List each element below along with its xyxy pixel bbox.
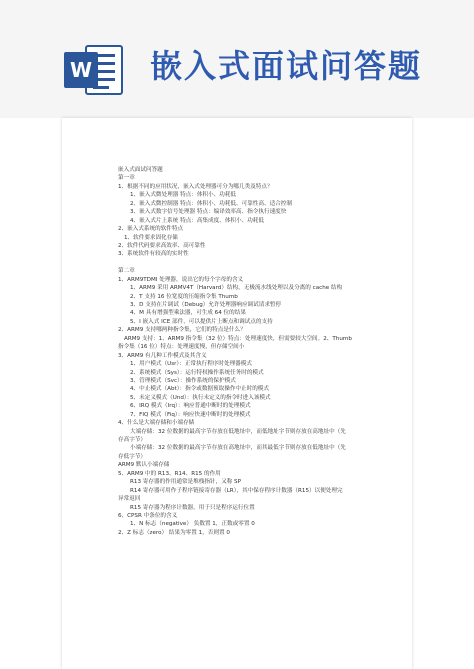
document-line: ARM9 支持：1、ARM9 指令集（32 位）特点：处理速度快，但需要较大空间。2、Thumb [124, 335, 352, 342]
document-line: 3、嵌入式数字信号处理器 特点：编译效率高、指令执行速度快 [130, 209, 287, 216]
document-line: 第一章 [118, 175, 135, 182]
document-line: 3、系统软件有较高的实时性 [118, 251, 189, 258]
document-line: 2、系统模式（Sys）：运行特权操作系统任务时的模式 [130, 369, 264, 376]
document-line: 5、未定义模式（Und）：执行未定义的指令时进入该模式 [130, 394, 271, 401]
document-line: R15 寄存器为程序计数器，用于只是程序运行位置 [130, 504, 255, 511]
document-line: 2、ARM9 支持哪两种指令集，它们的特点是什么？ [118, 327, 246, 334]
document-line: 存低字节） [118, 453, 146, 460]
document-line: 4、中止模式（Abt）：指令或数据预取操作中止时的模式 [130, 386, 269, 393]
document-line: 1、嵌入式微处理器 特点：体积小、功耗低 [130, 192, 237, 199]
document-line: R14 寄存器可用作子程序链接寄存器（LR），其中保存程序计数器（R15）以便处理完 [130, 487, 343, 494]
word-document-icon [62, 40, 126, 100]
document-line: 6、CPSR 中条位的含义 [118, 512, 178, 519]
page-title: 嵌入式面试问答题 [150, 47, 423, 85]
document-line [118, 259, 380, 267]
document-line: 3、D 支持在片调试（Debug）允许处理器响应调试请求暂停 [130, 302, 282, 308]
document-line: 1、软件要求固化存储 [124, 234, 178, 241]
document-line: 2、Z 标志（zero） 结果为零置 1，否则置 0 [118, 529, 230, 536]
document-line: 4、嵌入式片上系统 特点：高集成度、体积小、功耗低 [130, 217, 264, 224]
document-title: 嵌入式面试问答题 [118, 167, 163, 173]
document-line: 1、ARM9TDMI 处理器，说出它的每个字母的含义 [118, 276, 244, 283]
document-line: 5、I 嵌入式 ICE 部件，可以提供片上断点和调试点的支持 [130, 318, 273, 325]
svg-text:W: W [69, 58, 93, 82]
document-line: 大端存储：32 位数据的最高字节存放在低地址中，而低地址字节则存放在高地址中（先 [130, 428, 346, 435]
document-line: 小端存储：32 位数据的最高字节存放在高地址中，而其最低字节则存放在低地址中（先 [130, 445, 346, 452]
document-body [118, 166, 380, 537]
document-line: 4、M 具有增强型乘法器，可生成 64 位的结果 [130, 310, 246, 317]
document-line: 5、ARM9 中的 R13、R14、R15 的作用 [118, 470, 221, 477]
document-line: 6、IRQ 模式（Irq）：响应普通中断时的处理模式 [130, 403, 251, 410]
document-line: 1、用户模式（Usr）：正常执行程序时处理器模式 [130, 361, 252, 368]
document-line: 1、N 标志（negative） 负数置 1，正数或零置 0 [130, 521, 255, 528]
document-line: 第二章 [118, 268, 135, 275]
document-line: 4、什么是大端存储和小端存储 [118, 420, 195, 427]
document-line: ARM9 默认小端存储 [118, 462, 170, 469]
document-line: 2、嵌入式系统的软件特点 [118, 226, 184, 233]
document-line: 2、T 支持 16 位宽度的压缩指令集 Thumb [130, 293, 238, 300]
document-line: 7、FIQ 模式（Fiq）：响应快速中断时的处理模式 [130, 411, 251, 418]
document-line: 3、管理模式（Svc）：操作系统的保护模式 [130, 377, 236, 384]
document-line: 异常返回 [118, 496, 141, 503]
document-line: 1、根据不同的应用状况，嵌入式处理器可分为哪几类及特点？ [118, 183, 273, 190]
document-line: 指令集（16 位）特点：处理速度慢，但存储空间小 [118, 344, 245, 351]
document-line: R13 寄存器的作用通常是堆栈指针，又称 SP [130, 479, 241, 486]
document-line: 1、ARM9 采用 ARMV4T（Harvard）结构，无极流水线处理以及分离的 cache 结构 [130, 285, 343, 292]
header-banner [0, 0, 474, 118]
document-line: 2、软件代码要求高效率、高可靠性 [118, 242, 206, 249]
document-line: 3、ARM9 有几种工作模式及其含义 [118, 352, 207, 359]
document-line: 2、嵌入式微控制器 特点：体积小、功耗低、可靠性高、适合控制 [130, 200, 292, 207]
document-line: 存高字节） [118, 437, 146, 443]
